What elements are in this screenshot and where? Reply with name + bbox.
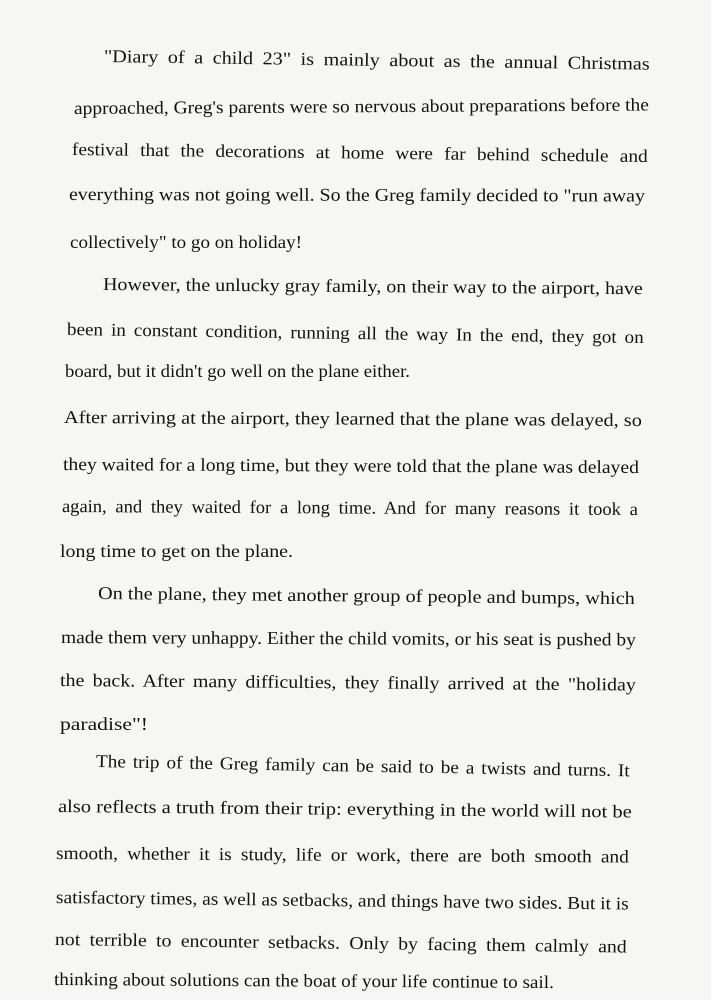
text-line: On the plane, they met another group of people and bumps, which — [97, 583, 635, 609]
text-line: approached, Greg's parents were so nervous about preparations before the — [73, 94, 649, 118]
text-line: been in constant condition, running all the way In the end, they got on — [66, 319, 644, 348]
text-line: the back. After many difficulties, they finally arrived at the "holiday — [59, 670, 636, 695]
text-line: they waited for a long time, but they were told that the plane was delayed — [62, 454, 639, 478]
text-line: long time to get on the plane. — [60, 541, 294, 561]
text-line: paradise"! — [60, 714, 148, 734]
text-line: smooth, whether it is study, life or work, there are both smooth and — [55, 843, 629, 867]
text-line: "Diary of a child 23" is mainly about as the annual Christmas — [103, 46, 650, 74]
text-line: board, but it didn't go well on the plane either. — [65, 361, 410, 381]
text-line: not terrible to encounter setbacks. Only by facing them calmly and — [54, 929, 627, 957]
text-line: After arriving at the airport, they learned that the plane was delayed, so — [63, 407, 642, 431]
text-line: festival that the decorations at home were far behind schedule and — [71, 139, 648, 167]
text-line: also reflects a truth from their trip: everything in the world will not be — [57, 796, 632, 822]
text-line: everything was not going well. So the Greg family decided to "run away — [68, 184, 645, 206]
text-line: thinking about solutions can the boat of your life continue to sail. — [53, 969, 554, 993]
text-line: again, and they waited for a long time. And for many reasons it took a — [61, 496, 638, 520]
text-line: The trip of the Greg family can be said to be a twists and turns. It — [95, 751, 630, 781]
text-line: made them very unhappy. Either the child vomits, or his seat is pushed by — [60, 627, 636, 650]
text-line: However, the unlucky gray family, on their way to the airport, have — [102, 274, 643, 299]
text-line: satisfactory times, as well as setbacks, and things have two sides. But it is — [55, 887, 629, 914]
text-line: collectively" to go on holiday! — [70, 232, 302, 252]
